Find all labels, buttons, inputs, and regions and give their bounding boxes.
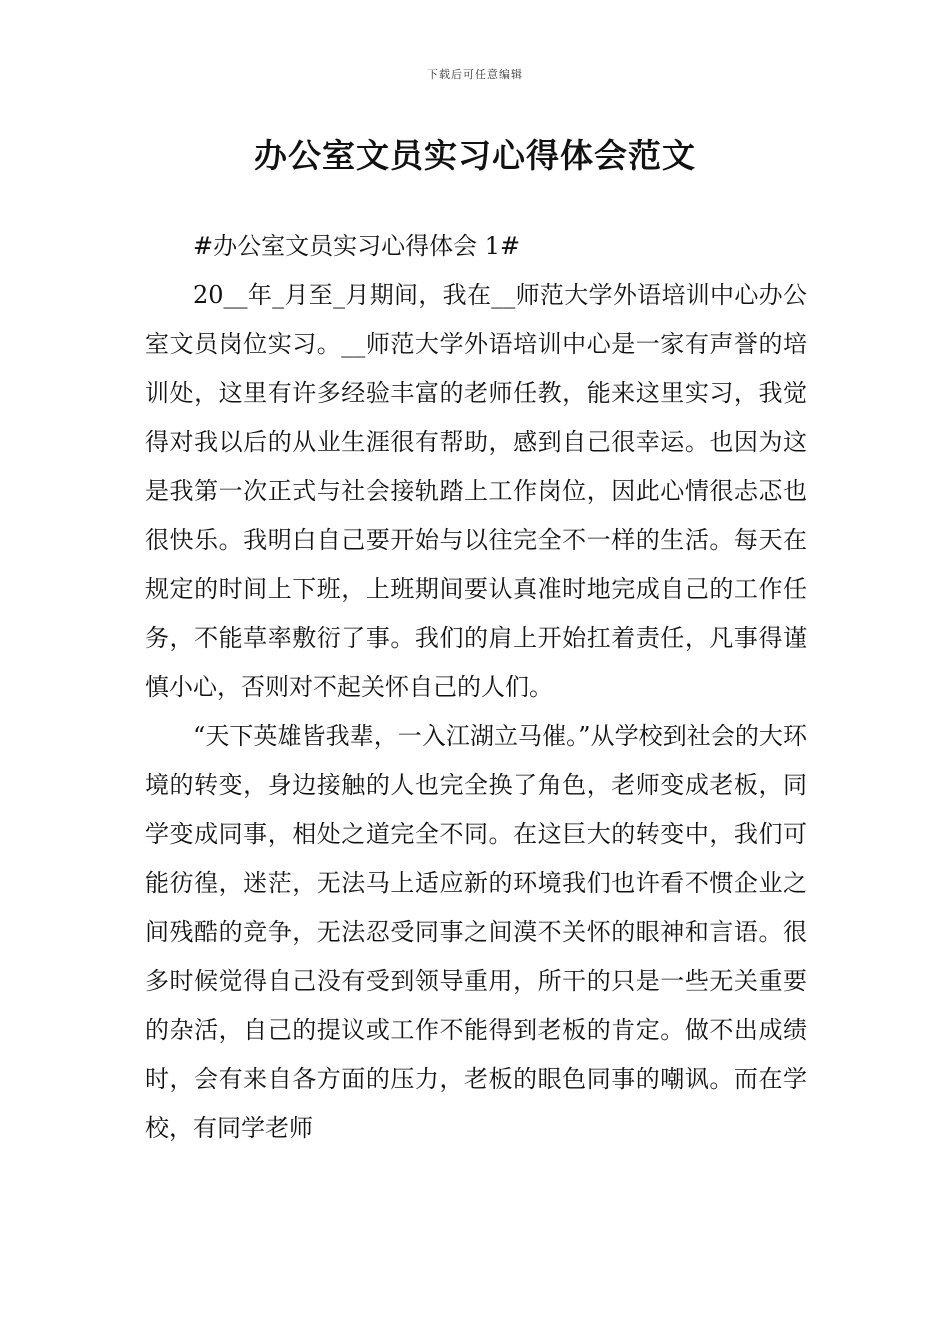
paragraph: “天下英雄皆我辈，一入江湖立马催。”从学校到社会的大环境的转变，身边接触的人也完全换了角色，老师变成老板，同学变成同事，相处之道完全不同。在这巨大的转变中，我们可能彷徨，迷茫，无法马上适应新的环境我们也许看不惯企业之间残酷的竞争，无法忍受同事之间漠不关怀的眼神和言语。很多时候觉得自己没有受到领导重用，所干的只是一些无关重要的杂活，自己的提议或工作不能得到老板的肯定。做不出成绩时，会有来自各方面的压力，老板的眼色同事的嘲讽。而在学校，有同学老师 xyxy=(145,722,807,1142)
section-heading: #办公室文员实习心得体会 1# xyxy=(193,232,521,260)
document-title: 办公室文员实习心得体会范文 xyxy=(254,136,696,175)
paragraph: 20__年_月至_月期间，我在__师范大学外语培训中心办公室文员岗位实习。__师范大学外语培训中心是一家有声誉的培训处，这里有许多经验丰富的老师任教，能来这里实习，我觉得对我以后的从业生涯很有帮助，感到自己很幸运。也因为这是我第一次正式与社会接轨踏上工作岗位，因此心情很忐忑也很快乐。我明白自己要开始与以往完全不一样的生活。每天在规定的时间上下班，上班期间要认真准时地完成自己的工作任务，不能草率敷衍了事。我们的肩上开始扛着责任，凡事得谨慎小心，否则对不起关怀自己的人们。 xyxy=(145,281,807,701)
document-body xyxy=(145,222,807,1153)
header-note: 下载后可任意编辑 xyxy=(427,68,523,81)
